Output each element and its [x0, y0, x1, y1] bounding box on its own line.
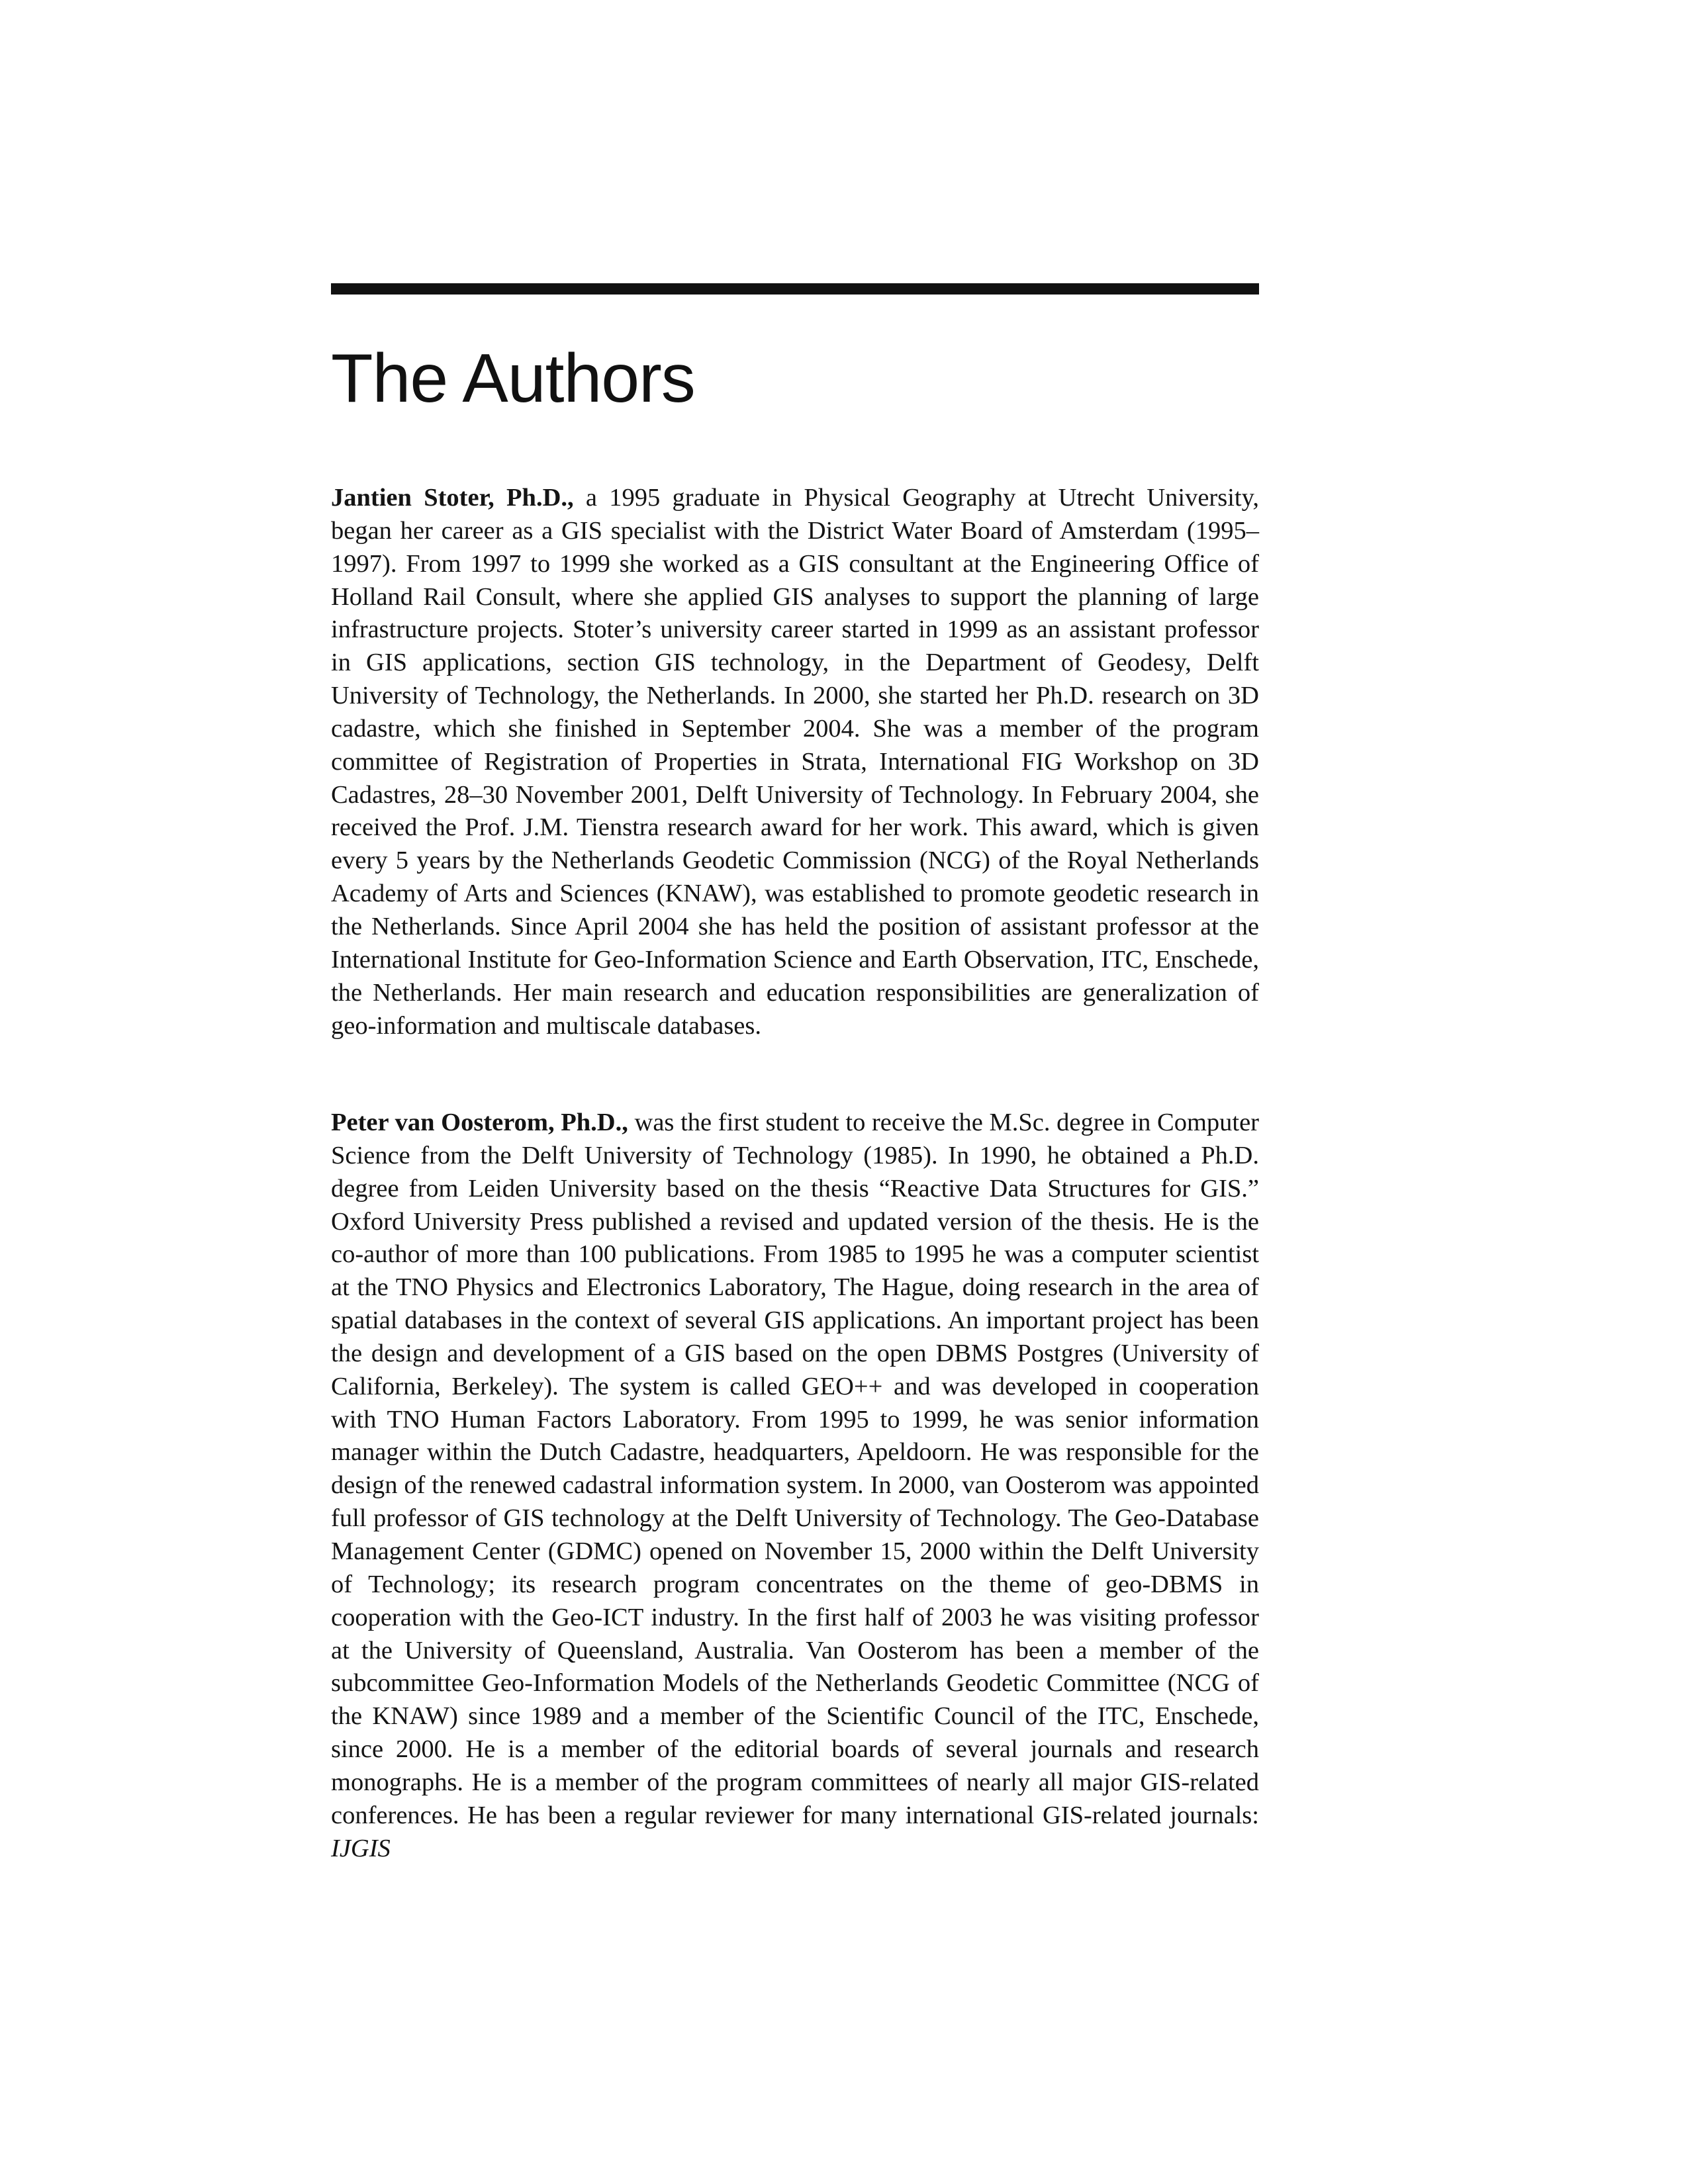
- chapter-rule: [331, 283, 1259, 295]
- journal-title: IJGIS: [331, 1834, 391, 1862]
- author-name: Jantien Stoter, Ph.D.,: [331, 484, 574, 512]
- page-title: The Authors: [331, 340, 695, 417]
- author-bio-text: a 1995 graduate in Physical Geography at Utrecht University, began her career as a GIS specialist with the District Water Board of Amsterdam (1995–1997). From 1997 to 1999 she worked as a GIS consultant at the Engineering Office of Holland Rail Consult, where she applied GIS analyses to support the planning of large infrastructure projects. Stoter’s university career started in 1999 as an assistant professor in GIS applications, section GIS technology, in the Department of Geodesy, Delft University of Technology, the Netherlands. In 2000, she started her Ph.D. research on 3D cadastre, which she finished in September 2004. She was a member of the program committee of Registration of Properties in Strata, International FIG Workshop on 3D Cadastres, 28–30 November 2001, Delft University of Technology. In February 2004, she received the Prof. J.M. Tienstra research award for her work. This award, which is given every 5 years by the Netherlands Geodetic Commission (NCG) of the Royal Netherlands Academy of Arts and Sciences (KNAW), was established to promote geodetic research in the Netherlands. Since April 2004 she has held the position of assistant professor at the International Institute for Geo-Information Science and Earth Observation, ITC, Enschede, the Netherlands. Her main research and education responsibilities are generalization of geo-information and multiscale databases.: [331, 484, 1259, 1040]
- author-bio-stoter: [331, 482, 1259, 1042]
- author-name: Peter van Oosterom, Ph.D.,: [331, 1109, 628, 1136]
- author-bio-text: was the first student to receive the M.Sc. degree in Computer Science from the Delft University of Technology (1985). In 1990, he obtained a Ph.D. degree from Leiden University based on the thesis “Reactive Data Structures for GIS.” Oxford University Press published a revised and updated version of the thesis. He is the co-author of more than 100 publications. From 1985 to 1995 he was a computer scientist at the TNO Physics and Electronics Laboratory, The Hague, doing research in the area of spatial databases in the context of several GIS applications. An important project has been the design and development of a GIS based on the open DBMS Postgres (University of California, Berkeley). The system is called GEO++ and was developed in cooperation with TNO Human Factors Laboratory. From 1995 to 1999, he was senior information manager within the Dutch Cadastre, headquarters, Apeldoorn. He was responsible for the design of the renewed cadastral information system. In 2000, van Oosterom was appointed full professor of GIS technology at the Delft University of Technology. The Geo-Database Management Center (GDMC) opened on November 15, 2000 within the Delft University of Technology; its research program concentrates on the theme of geo-DBMS in cooperation with the Geo-ICT industry. In the first half of 2003 he was visiting professor at the University of Queensland, Australia. Van Oosterom has been a member of the subcommittee Geo-Information Models of the Netherlands Geodetic Committee (NCG of the KNAW) since 1989 and a member of the Scientific Council of the ITC, Enschede, since 2000. He is a member of the editorial boards of several journals and research monographs. He is a member of the program committees of nearly all major GIS-related conferences. He has been a regular reviewer for many international GIS-related journals:: [331, 1109, 1259, 1829]
- author-bio-van-oosterom: [331, 1107, 1259, 1865]
